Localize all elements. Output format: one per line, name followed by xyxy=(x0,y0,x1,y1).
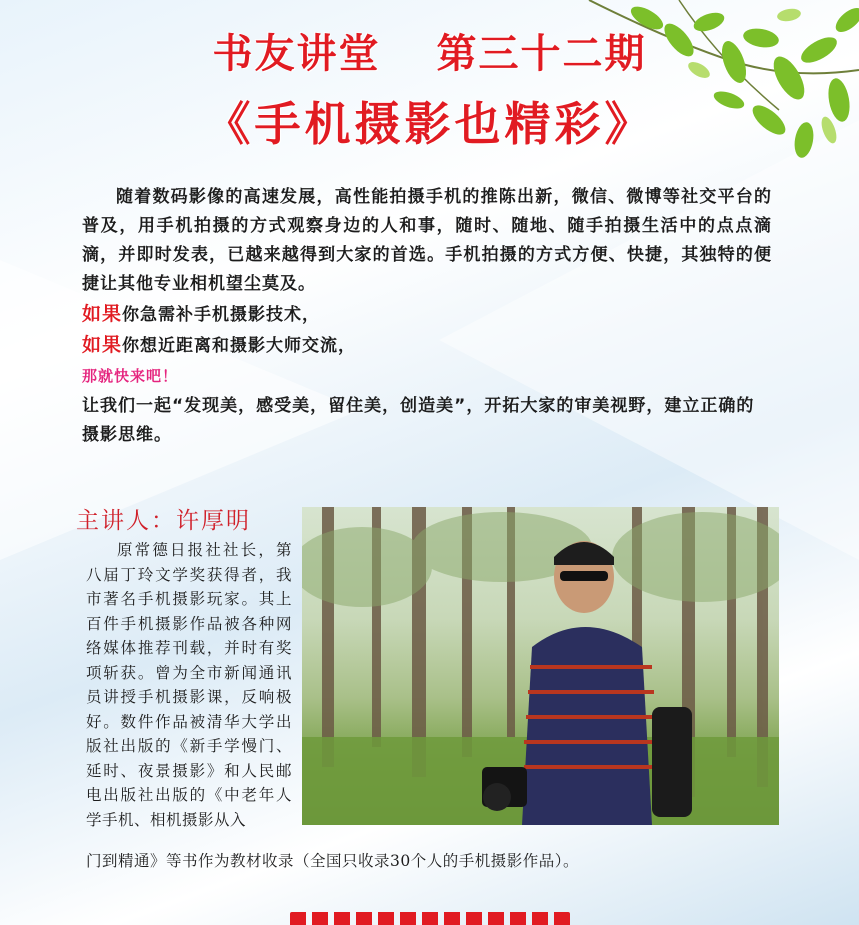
lecture-topic-title: 《手机摄影也精彩》 xyxy=(204,97,655,151)
speaker-bio: 原常德日报社社长，第八届丁玲文学奖获得者，我市著名手机摄影玩家。其上百件手机摄影作品被各种网络媒体推荐刊载，并时有奖项斩获。曾为全市新闻通讯员讲授手机摄影课，反响极好。数件作品被清华大学出版社出版的《新手学慢门、延时、夜景摄影》和人民邮电出版社出版的《中老年人学手机、相机摄影从入 xyxy=(86,541,292,829)
if-line-1 xyxy=(82,300,772,330)
series-name: 书友讲堂 xyxy=(212,31,381,77)
closing-paragraph: 让我们一起“发现美，感受美，留住美，创造美”，开拓大家的审美视野，建立正确的摄影思维。 xyxy=(82,396,755,445)
lecture-series-title xyxy=(0,22,859,79)
next-section-title-cropped xyxy=(290,910,570,925)
introduction-text xyxy=(82,183,772,450)
call-to-action: 那就快来吧！ xyxy=(82,367,179,385)
speaker-bio-tail: 门到精通》等书作为教材收录（全国只收录30个人的手机摄影作品）。 xyxy=(86,852,579,870)
if-line-2 xyxy=(82,331,772,361)
speaker-heading: 主讲人：许厚明 xyxy=(76,508,251,534)
if-keyword: 如果 xyxy=(82,303,123,325)
speaker-photo xyxy=(302,507,779,825)
if-text: 你想近距离和摄影大师交流， xyxy=(122,336,357,356)
issue-number: 第三十二期 xyxy=(436,31,647,77)
if-keyword: 如果 xyxy=(82,334,123,356)
intro-paragraph: 随着数码影像的高速发展，高性能拍摄手机的推陈出新，微信、微博等社交平台的普及，用手机拍摄的方式观察身边的人和事，随时、随地、随手拍摄生活中的点点滴滴，并即时发表，已越来越得到大家的首选。手机拍摄的方式方便、快捷，其独特的便捷让其他专业相机望尘莫及。 xyxy=(82,187,772,294)
if-text: 你急需补手机摄影技术， xyxy=(122,305,321,325)
